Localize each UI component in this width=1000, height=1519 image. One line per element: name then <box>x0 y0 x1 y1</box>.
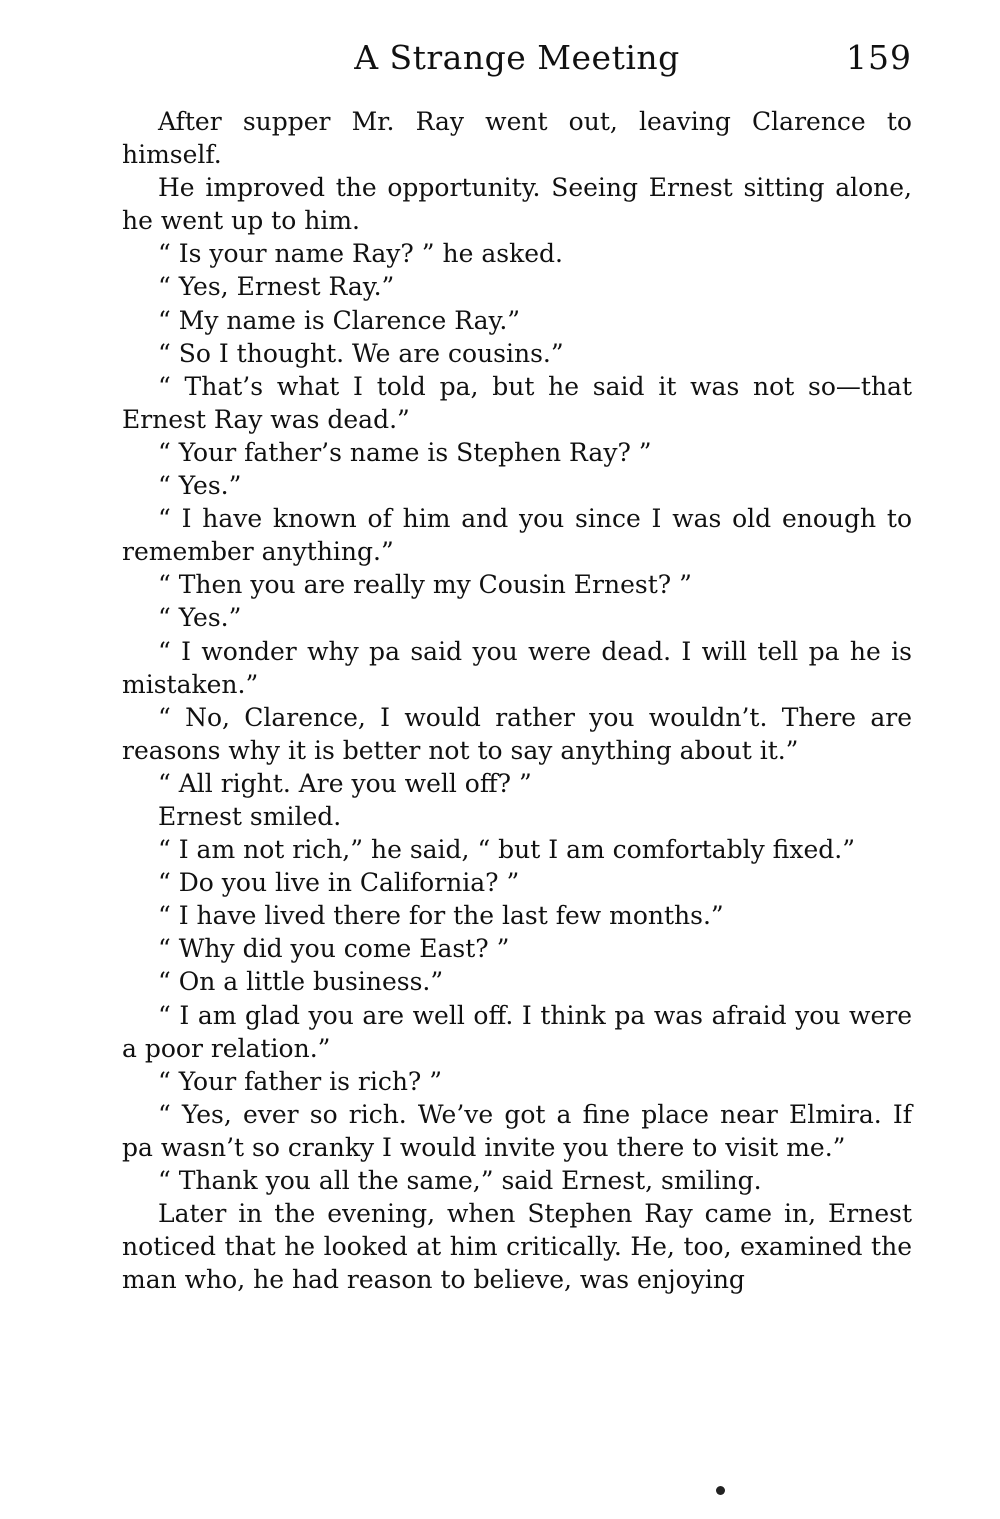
paragraph: “ I have known of him and you since I was old enough to remember anything.” <box>122 504 912 567</box>
paragraph: “ No, Clarence, I would rather you wouldn’t. There are reasons why it is better not to say anything about it.” <box>122 702 912 765</box>
paragraph: He improved the opportunity. Seeing Ernest sitting alone, he went up to him. <box>122 173 912 236</box>
paragraph: “ Then you are really my Cousin Ernest? ” <box>158 570 692 600</box>
paragraph: “ That’s what I told pa, but he said it was not so—that Ernest Ray was dead.” <box>122 371 912 434</box>
paragraph: “ Yes.” <box>158 471 242 501</box>
paragraph: “ I wonder why pa said you were dead. I will tell pa he is mistaken.” <box>122 636 912 699</box>
running-head <box>122 38 912 88</box>
paragraph: “ Yes, Ernest Ray.” <box>158 272 395 302</box>
page-number: 159 <box>846 38 912 77</box>
paragraph: “ I am glad you are well off. I think pa was afraid you were a poor relation.” <box>122 1000 912 1063</box>
running-title: A Strange Meeting <box>354 38 680 77</box>
paragraph: “ Is your name Ray? ” he asked. <box>158 239 563 269</box>
paragraph: Later in the evening, when Stephen Ray came in, Ernest noticed that he looked at him critically. He, too, examined the man who, he had reason to believe, was enjoying <box>122 1199 912 1295</box>
paragraph: “ My name is Clarence Ray.” <box>158 305 521 335</box>
paragraph: After supper Mr. Ray went out, leaving Clarence to himself. <box>122 107 912 170</box>
paragraph: “ So I thought. We are cousins.” <box>158 338 564 368</box>
paragraph: Ernest smiled. <box>158 801 342 831</box>
paragraph: “ All right. Are you well off? ” <box>158 768 532 798</box>
paragraph: “ Why did you come East? ” <box>158 934 510 964</box>
signature-mark <box>716 1486 725 1495</box>
paragraph: “ Your father is rich? ” <box>158 1066 443 1096</box>
paragraph: “ Yes.” <box>158 603 242 633</box>
paragraph: “ I have lived there for the last few months.” <box>158 901 724 931</box>
paragraph: “ On a little business.” <box>158 967 444 997</box>
paragraph: “ I am not rich,” he said, “ but I am comfortably fixed.” <box>158 835 855 865</box>
paragraph: “ Yes, ever so rich. We’ve got a fine place near Elmira. If pa wasn’t so cranky I would invite you there to visit me.” <box>122 1099 912 1162</box>
paragraph: “ Your father’s name is Stephen Ray? ” <box>158 437 652 467</box>
body-text <box>122 105 912 1296</box>
paragraph: “ Do you live in California? ” <box>158 868 520 898</box>
paragraph: “ Thank you all the same,” said Ernest, smiling. <box>158 1166 762 1195</box>
